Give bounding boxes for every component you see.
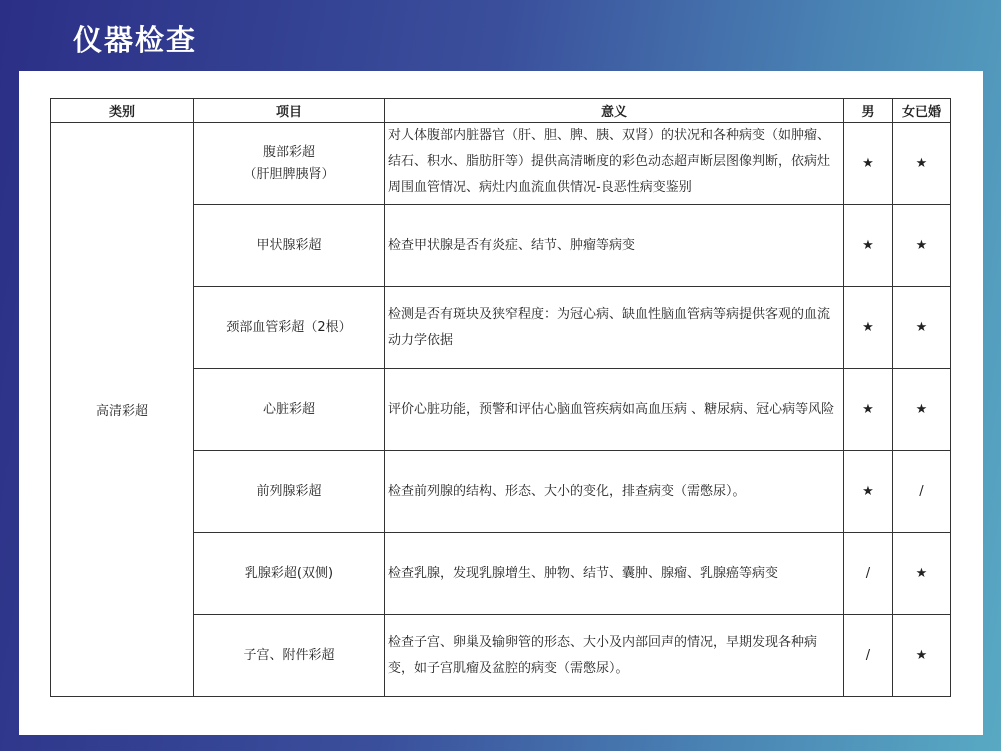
table-header-row xyxy=(51,99,951,123)
item-cell: 前列腺彩超 xyxy=(194,451,385,533)
exam-table xyxy=(50,98,951,697)
meaning-cell xyxy=(385,451,844,533)
header-category: 类别 xyxy=(51,99,194,123)
meaning-cell xyxy=(385,287,844,369)
header-meaning: 意义 xyxy=(385,99,844,123)
married-female-mark: ★ xyxy=(893,205,951,287)
married-female-mark: ★ xyxy=(893,369,951,451)
item-cell: 心脏彩超 xyxy=(194,369,385,451)
meaning-cell xyxy=(385,123,844,205)
male-mark: ★ xyxy=(844,451,893,533)
item-name: 腹部彩超 xyxy=(262,144,315,160)
meaning-cell xyxy=(385,615,844,697)
meaning-text: 检查子宫、卵巢及输卵管的形态、大小及内部回声的情况，早期发现各种病变，如子宫肌瘤及盆腔的病变（需憋尿）。 xyxy=(388,634,818,676)
male-mark: ★ xyxy=(844,205,893,287)
married-female-mark: ★ xyxy=(893,287,951,369)
category-cell: 高清彩超 xyxy=(51,123,194,697)
male-mark: ★ xyxy=(844,123,893,205)
male-mark: ★ xyxy=(844,369,893,451)
item-subname: （肝胆脾胰肾） xyxy=(243,166,335,182)
item-cell: 子宫、附件彩超 xyxy=(194,615,385,697)
meaning-cell xyxy=(385,205,844,287)
male-mark: / xyxy=(844,615,893,697)
married-female-mark: ★ xyxy=(893,123,951,205)
page-title: 仪器检查 xyxy=(73,23,198,57)
table-row xyxy=(51,123,951,205)
header-male: 男 xyxy=(844,99,893,123)
item-cell: 颈部血管彩超（2根） xyxy=(194,287,385,369)
married-female-mark: ★ xyxy=(893,615,951,697)
content-panel xyxy=(19,71,983,735)
item-cell: 甲状腺彩超 xyxy=(194,205,385,287)
male-mark: / xyxy=(844,533,893,615)
married-female-mark: / xyxy=(893,451,951,533)
header-married-female: 女已婚 xyxy=(893,99,951,123)
meaning-text: 检查甲状腺是否有炎症、结节、肿瘤等病变 xyxy=(388,237,636,253)
meaning-text: 检查乳腺，发现乳腺增生、肿物、结节、囊肿、腺瘤、乳腺癌等病变 xyxy=(388,565,779,581)
male-mark: ★ xyxy=(844,287,893,369)
meaning-cell xyxy=(385,369,844,451)
married-female-mark: ★ xyxy=(893,533,951,615)
item-cell: 乳腺彩超(双侧) xyxy=(194,533,385,615)
meaning-text: 检测是否有斑块及狭窄程度：为冠心病、缺血性脑血管病等病提供客观的血流动力学依据 xyxy=(388,306,831,348)
header-item: 项目 xyxy=(194,99,385,123)
meaning-text: 检查前列腺的结构、形态、大小的变化，排查病变（需憋尿）。 xyxy=(388,483,746,499)
meaning-text: 对人体腹部内脏器官（肝、胆、脾、胰、双肾）的状况和各种病变（如肿瘤、结石、积水、脂肪肝等）提供高清晰度的彩色动态超声断层图像判断，依病灶周围血管情况、病灶内血流血供情况-良恶性病变鉴别 xyxy=(388,128,831,195)
item-cell xyxy=(194,123,385,205)
meaning-cell xyxy=(385,533,844,615)
meaning-text: 评价心脏功能，预警和评估心脑血管疾病如高血压病 、糖尿病、冠心病等风险 xyxy=(388,401,835,417)
